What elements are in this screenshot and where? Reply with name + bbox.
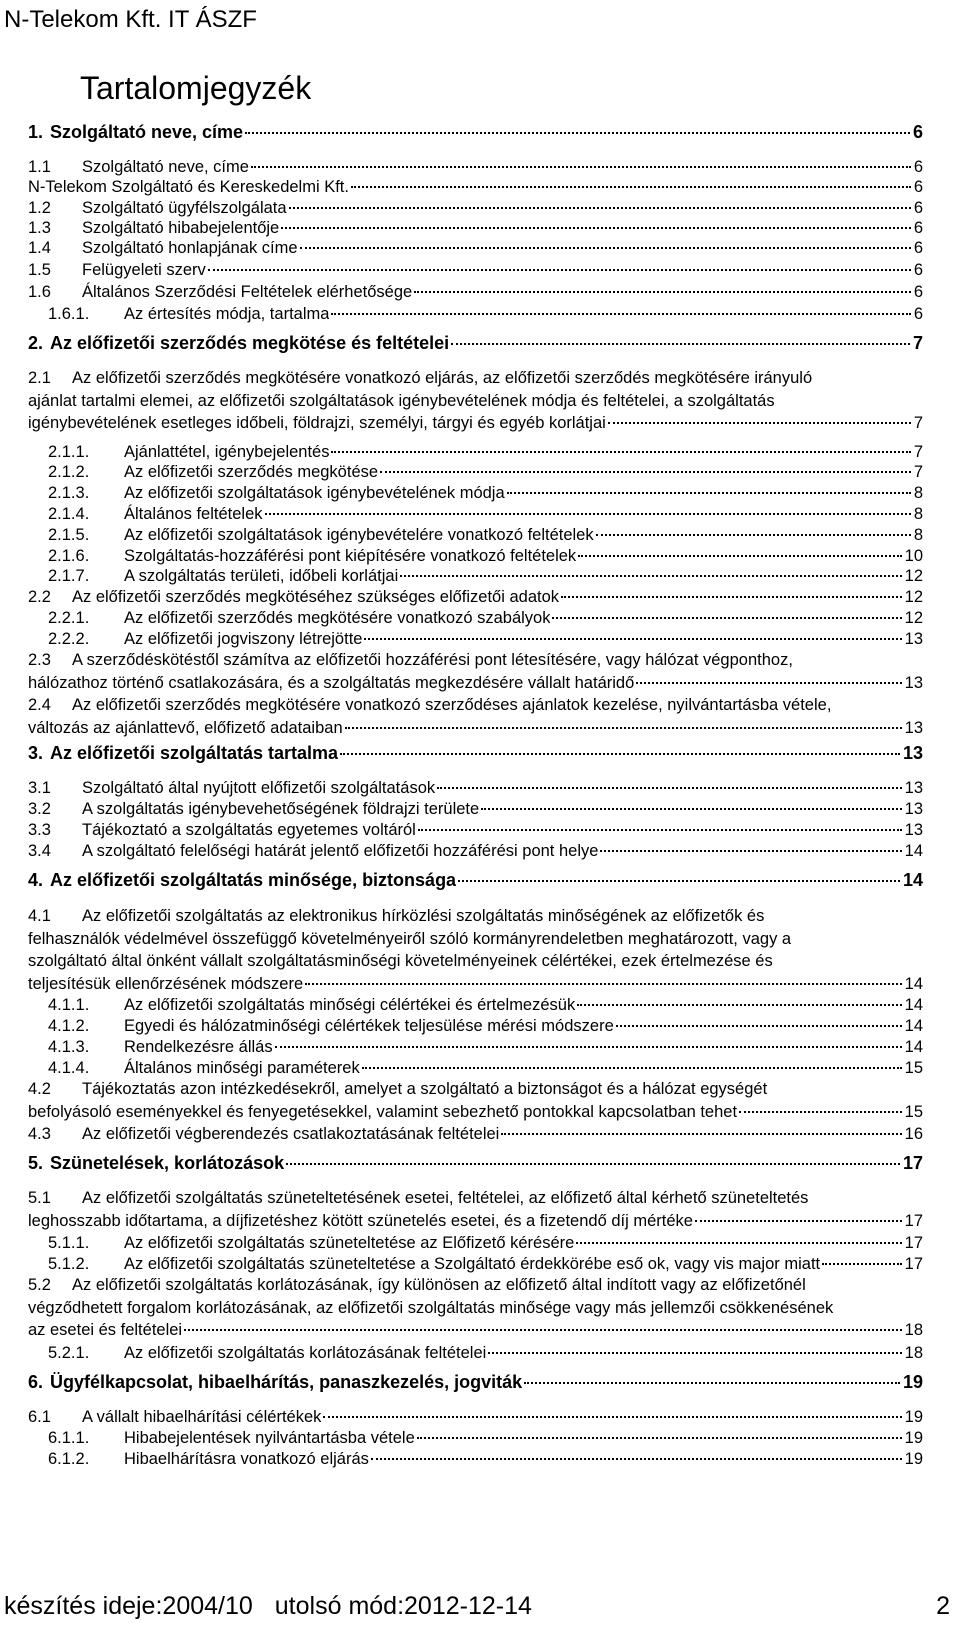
- toc-entry-text: Az előfizetői szerződés megkötésére vonatkozó szabályok: [124, 609, 551, 627]
- dot-leader: [636, 682, 901, 684]
- dot-leader: [577, 1004, 901, 1006]
- toc-entry-number: 2.1.5.: [48, 526, 90, 544]
- toc-page-number: 19: [904, 1429, 923, 1447]
- toc-entry-text: Általános feltételek: [124, 505, 263, 523]
- toc-entry[interactable]: [28, 1102, 923, 1122]
- toc-entry[interactable]: [28, 198, 923, 218]
- toc-entry-number: 4.1.1.: [48, 996, 90, 1014]
- dot-leader: [265, 513, 911, 515]
- toc-entry-number: 2.2.2.: [48, 630, 90, 648]
- toc-entry-text: Az előfizetői szolgáltatás szüneteltetése a Szolgáltató érdekkörébe eső ok, vagy vis major miatt: [124, 1255, 821, 1273]
- toc-entry-text: Az előfizetői szolgáltatás minőségi célértékei és értelmezésük: [124, 996, 576, 1014]
- toc-entry[interactable]: [48, 1233, 923, 1253]
- toc-entry[interactable]: [28, 974, 923, 994]
- toc-entry[interactable]: [48, 1058, 923, 1078]
- toc-entry-text: Tájékoztató a szolgáltatás egyetemes voltáról: [82, 821, 416, 839]
- toc-entry[interactable]: [28, 260, 923, 280]
- toc-entry-number: 5.: [28, 1153, 44, 1173]
- toc-page-number: 14: [904, 974, 923, 993]
- dot-leader: [600, 850, 901, 852]
- toc-entry[interactable]: [48, 566, 923, 586]
- dot-leader: [340, 753, 900, 755]
- dot-leader: [417, 1437, 902, 1439]
- toc-page-number: 14: [904, 842, 923, 860]
- toc-entry-number: 3.3: [28, 821, 51, 839]
- toc-entry-text: Az előfizetői szerződés megkötéséhez szükséges előfizetői adatok: [72, 588, 560, 606]
- dot-leader: [331, 451, 910, 453]
- toc-entry-text: Az előfizetői szerződés megkötése és feltételei: [50, 333, 450, 353]
- toc-entry-number: 1.1: [28, 158, 51, 176]
- toc-page-number: 6: [913, 158, 923, 176]
- dot-leader: [458, 880, 900, 882]
- toc-entry-number: 1.3: [28, 219, 51, 237]
- toc-page-number: 13: [904, 630, 923, 648]
- toc-entry-text: Szolgáltató hibabejelentője: [82, 219, 280, 237]
- toc-entry-text: Ügyfélkapcsolat, hibaelhárítás, panaszkezelés, jogviták: [50, 1372, 523, 1392]
- toc-chapter-entry[interactable]: [28, 1372, 923, 1392]
- toc-page-number: 12: [904, 567, 923, 585]
- dot-leader: [561, 596, 902, 598]
- toc-entry-number: 4.1.2.: [48, 1017, 90, 1035]
- dot-leader: [576, 1242, 901, 1244]
- toc-page-number: 7: [913, 414, 923, 432]
- dot-leader: [300, 247, 911, 249]
- dot-leader: [286, 1163, 900, 1165]
- toc-entry-number: 5.1: [28, 1189, 51, 1207]
- toc-page-number: 17: [904, 1211, 923, 1230]
- toc-entry-text: Szolgáltató neve, címe: [50, 122, 244, 142]
- toc-entry-text: leghosszabb időtartama, a díjfizetéshez kötött szünetelés esetei, és a fizetendő díj mértéke: [28, 1211, 693, 1230]
- toc-page-number: 17: [902, 1153, 923, 1173]
- toc-entry-text: N-Telekom Szolgáltató és Kereskedelmi Kft.: [28, 178, 349, 196]
- toc-entry-number: 4.3: [28, 1125, 51, 1143]
- toc-entry-text: teljesítésük ellenőrzésének módszere: [28, 974, 304, 993]
- dot-leader: [289, 207, 911, 209]
- toc-page-number: 6: [913, 239, 923, 257]
- toc-entry-number: 3.: [28, 743, 44, 763]
- dot-leader: [345, 727, 902, 729]
- toc-entry-number: 3.1: [28, 779, 51, 797]
- toc-page-number: 14: [904, 1017, 923, 1035]
- toc-chapter-entry[interactable]: [28, 870, 923, 890]
- toc-entry-number: 4.1.3.: [48, 1038, 90, 1056]
- toc-entry[interactable]: [28, 799, 923, 819]
- toc-entry-number: 2.2.1.: [48, 609, 90, 627]
- toc-page-number: 6: [913, 305, 923, 323]
- toc-entry-number: 1.: [28, 122, 44, 142]
- dot-leader: [208, 269, 911, 271]
- dot-leader: [418, 829, 902, 831]
- toc-entry-text: A vállalt hibaelhárítási célértékek: [82, 1408, 322, 1426]
- dot-leader: [507, 492, 911, 494]
- toc-entry-number: 1.4: [28, 239, 51, 257]
- toc-page-number: 8: [913, 526, 923, 544]
- toc-entry[interactable]: [48, 629, 923, 649]
- document-header: N-Telekom Kft. IT ÁSZF: [4, 6, 257, 33]
- toc-entry[interactable]: [48, 1037, 923, 1057]
- toc-entry-text: Szolgáltató ügyfélszolgálata: [82, 199, 287, 217]
- toc-entry[interactable]: [48, 525, 923, 545]
- toc-entry[interactable]: [28, 1124, 923, 1144]
- toc-entry[interactable]: [28, 282, 923, 302]
- toc-entry-text: Felügyeleti szerv: [82, 261, 206, 279]
- toc-entry[interactable]: [48, 1428, 923, 1448]
- toc-entry[interactable]: [28, 718, 923, 738]
- toc-page-number: 13: [904, 718, 923, 737]
- toc-page-number: 13: [904, 800, 923, 818]
- toc-entry-text: Hibabejelentések nyilvántartásba vétele: [124, 1429, 415, 1447]
- toc-entry-text: Az előfizetői szerződés megkötésére vonatkozó eljárás, az előfizetői szerződés megkötésére irányuló: [72, 369, 813, 387]
- toc-entry-line: [28, 650, 793, 670]
- dot-leader: [351, 186, 911, 188]
- toc-entry-text: Szolgáltató honlapjának címe: [82, 239, 298, 257]
- toc-entry-text: változás az ajánlattevő, előfizető adataiban: [28, 718, 343, 737]
- toc-entry[interactable]: [28, 238, 923, 258]
- toc-entry-line: [28, 368, 812, 388]
- dot-leader: [245, 132, 910, 134]
- toc-entry[interactable]: [48, 608, 923, 628]
- toc-entry-number: 4.: [28, 870, 44, 890]
- toc-entry[interactable]: [28, 1407, 923, 1427]
- toc-chapter-entry[interactable]: [28, 743, 923, 763]
- toc-entry-text: Szolgáltató neve, címe: [82, 158, 249, 176]
- dot-leader: [371, 1458, 902, 1460]
- dot-leader: [822, 1263, 902, 1265]
- dot-leader: [275, 1046, 902, 1048]
- toc-entry[interactable]: [28, 177, 923, 197]
- toc-entry-number: 2.1: [28, 369, 51, 387]
- toc-entry[interactable]: [48, 995, 923, 1015]
- toc-entry[interactable]: [28, 587, 923, 607]
- toc-entry-number: 1.5: [28, 261, 51, 279]
- toc-page-number: 6: [912, 122, 923, 142]
- dot-leader: [524, 1382, 900, 1384]
- toc-entry-line: [28, 1079, 767, 1099]
- toc-entry-text: hálózathoz történő csatlakozására, és a szolgáltatás megkezdésére vállalt határidő: [28, 673, 635, 692]
- footer-created: készítés ideje:2004/10: [4, 1592, 253, 1620]
- dot-leader: [323, 1416, 901, 1418]
- toc-entry-text: Rendelkezésre állás: [124, 1038, 273, 1056]
- toc-entry[interactable]: [28, 157, 923, 177]
- toc-page-number: 19: [902, 1372, 923, 1392]
- toc-entry-number: 4.2: [28, 1080, 51, 1098]
- toc-entry-text: A szolgáltató felelőségi határát jelentő előfizetői hozzáférési pont helye: [82, 842, 599, 860]
- toc-page-number: 18: [904, 1321, 923, 1339]
- toc-entry-number: 2.2: [28, 588, 51, 606]
- toc-entry-line: [28, 1188, 808, 1208]
- toc-title: Tartalomjegyzék: [80, 70, 312, 106]
- toc-entry[interactable]: [48, 483, 923, 503]
- toc-chapter-entry[interactable]: [28, 122, 923, 142]
- toc-entry-number: 2.: [28, 333, 44, 353]
- toc-entry-number: 6.1.1.: [48, 1429, 90, 1447]
- dot-leader: [400, 575, 901, 577]
- dot-leader: [414, 291, 911, 293]
- dot-leader: [608, 422, 911, 424]
- toc-page-number: 14: [904, 1038, 923, 1056]
- toc-entry-number: 6.1.2.: [48, 1450, 90, 1468]
- toc-entry-number: 2.1.7.: [48, 567, 90, 585]
- toc-entry-text: Ajánlattétel, igénybejelentés: [124, 443, 330, 461]
- toc-entry-text: Az előfizetői jogviszony létrejötte: [124, 630, 363, 648]
- toc-entry-number: 3.2: [28, 800, 51, 818]
- toc-entry-number: 4.1.4.: [48, 1059, 90, 1077]
- toc-page-number: 16: [904, 1125, 923, 1143]
- toc-entry-line: felhasználók védelmével összefüggő követelményeiről szóló kormányrendeletben meghatározott, vagy a: [28, 929, 792, 948]
- toc-entry-line: szolgáltató által önként vállalt szolgáltatásminőségi követelményeinek célértékei, ezek értelmezése és: [28, 952, 773, 970]
- toc-entry-number: 2.3: [28, 651, 51, 669]
- toc-entry[interactable]: [28, 778, 923, 798]
- toc-entry-text: Egyedi és hálózatminőségi célértékek teljesülése mérési módszere: [124, 1017, 614, 1035]
- toc-page-number: 13: [902, 743, 923, 763]
- toc-entry-text: Tájékoztatás azon intézkedésekről, amelyet a szolgáltató a biztonságot és a hálózat egységét: [82, 1080, 768, 1098]
- toc-entry-number: 1.2: [28, 199, 51, 217]
- toc-page-number: 15: [904, 1102, 923, 1121]
- toc-page-number: 14: [902, 870, 923, 890]
- toc-entry-text: Az előfizetői szolgáltatás korlátozásának feltételei: [124, 1344, 487, 1362]
- toc-entry[interactable]: [28, 1211, 923, 1231]
- toc-entry-line: végződhetett forgalom korlátozásának, az előfizetői szolgáltatás minősége vagy más jellemzői csökkenésének: [28, 1298, 834, 1317]
- toc-entry-text: Általános minőségi paraméterek: [124, 1059, 360, 1077]
- toc-entry-text: Az értesítés módja, tartalma: [124, 305, 330, 323]
- toc-entry-number: 5.2.1.: [48, 1344, 90, 1362]
- toc-entry[interactable]: [48, 462, 923, 482]
- toc-page-number: 6: [913, 261, 923, 279]
- toc-page-number: 6: [913, 219, 923, 237]
- toc-page-number: 6: [913, 283, 923, 301]
- dot-leader: [488, 1352, 901, 1354]
- toc-page-number: 13: [904, 821, 923, 839]
- toc-entry-text: igénybevételének esetleges időbeli, földrajzi, személyi, tárgyi és egyéb korlátjai: [28, 414, 606, 432]
- toc-chapter-entry[interactable]: [28, 333, 923, 353]
- toc-entry[interactable]: [48, 546, 923, 566]
- toc-page-number: 15: [904, 1059, 923, 1077]
- document-footer: [4, 1592, 950, 1621]
- dot-leader: [281, 227, 911, 229]
- toc-entry[interactable]: [48, 1254, 923, 1274]
- toc-entry-text: Az előfizetői szolgáltatás szüneteltetésének esetei, feltételei, az előfizető által kérhető szüneteltetés: [82, 1189, 809, 1207]
- toc-entry[interactable]: [28, 413, 923, 433]
- dot-leader: [739, 1111, 902, 1113]
- toc-entry-text: Hibaelhárításra vonatkozó eljárás: [124, 1450, 369, 1468]
- dot-leader: [695, 1220, 902, 1222]
- toc-entry-text: Az előfizetői szolgáltatások igénybevételére vonatkozó feltételek: [124, 526, 594, 544]
- toc-page-number: 6: [913, 199, 923, 217]
- footer-modified: utolsó mód:2012-12-14: [274, 1592, 532, 1620]
- dot-leader: [578, 555, 901, 557]
- dot-leader: [552, 617, 901, 619]
- dot-leader: [596, 534, 911, 536]
- dot-leader: [362, 1067, 902, 1069]
- toc-page-number: 17: [904, 1234, 923, 1252]
- dot-leader: [184, 1329, 902, 1331]
- toc-entry-text: az esetei és feltételei: [28, 1321, 183, 1339]
- toc-entry-line: [28, 695, 831, 715]
- toc-chapter-entry[interactable]: [28, 1153, 923, 1173]
- dot-leader: [305, 983, 901, 985]
- toc-page-number: 6: [913, 178, 923, 196]
- toc-page-number: 13: [904, 673, 923, 692]
- toc-entry-text: Az előfizetői szolgáltatás szüneteltetése az Előfizető kérésére: [124, 1234, 575, 1252]
- toc-entry-number: 2.4: [28, 696, 51, 714]
- toc-entry[interactable]: [28, 820, 923, 840]
- toc-entry[interactable]: [48, 504, 923, 524]
- toc-entry-line: [28, 906, 764, 926]
- toc-entry-text: Az előfizetői szolgáltatás korlátozásának, így különösen az előfizető által indított vagy az előfizetőnél: [72, 1276, 806, 1294]
- toc-entry-text: Általános Szerződési Feltételek elérhetősége: [82, 283, 413, 301]
- toc-page-number: 19: [904, 1408, 923, 1426]
- dot-leader: [331, 313, 910, 315]
- dot-leader: [380, 471, 911, 473]
- toc-page-number: 13: [904, 779, 923, 797]
- toc-page-number: 18: [904, 1344, 923, 1362]
- toc-entry[interactable]: [48, 1343, 923, 1363]
- toc-entry-text: A szolgáltatás területi, időbeli korlátjai: [124, 567, 399, 585]
- toc-entry-text: Az előfizetői szolgáltatás minősége, biztonsága: [50, 870, 457, 890]
- toc-page-number: 12: [904, 588, 923, 606]
- toc-page-number: 14: [904, 996, 923, 1014]
- toc-entry-number: 2.1.6.: [48, 547, 90, 565]
- dot-leader: [481, 808, 901, 810]
- dot-leader: [501, 1133, 901, 1135]
- toc-entry-text: befolyásoló eseményekkel és fenyegetésekkel, valamint sebezhető pontokkal kapcsolatban tehet: [28, 1102, 738, 1121]
- toc-entry[interactable]: [28, 673, 923, 693]
- toc-entry-text: Szünetelések, korlátozások: [50, 1153, 285, 1173]
- toc-entry-text: Az előfizetői szolgáltatás tartalma: [50, 743, 339, 763]
- toc-entry-text: A szerződéskötéstől számítva az előfizetői hozzáférési pont létesítésére, vagy hálózat végponthoz,: [72, 651, 793, 669]
- toc-entry-number: 4.1: [28, 907, 51, 925]
- dot-leader: [437, 787, 902, 789]
- toc-entry[interactable]: [48, 1449, 923, 1469]
- toc-entry-number: 5.2: [28, 1276, 51, 1294]
- toc-entry[interactable]: [48, 1016, 923, 1036]
- toc-page-number: 7: [913, 463, 923, 481]
- toc-entry-text: A szolgáltatás igénybevehetőségének földrajzi területe: [82, 800, 480, 818]
- toc-entry-number: 2.1.3.: [48, 484, 90, 502]
- toc-page-number: 17: [904, 1255, 923, 1273]
- dot-leader: [251, 166, 911, 168]
- toc-entry-text: Szolgáltatás-hozzáférési pont kiépítésére vonatkozó feltételek: [124, 547, 577, 565]
- toc-entry-number: 6.1: [28, 1408, 51, 1426]
- toc-entry[interactable]: [28, 218, 923, 238]
- toc-entry[interactable]: [28, 1320, 923, 1340]
- dot-leader: [451, 343, 910, 345]
- toc-entry-text: Szolgáltató által nyújtott előfizetői szolgáltatások: [82, 779, 436, 797]
- dot-leader: [364, 638, 901, 640]
- dot-leader: [616, 1025, 902, 1027]
- toc-entry[interactable]: [28, 841, 923, 861]
- toc-page-number: 8: [913, 484, 923, 502]
- toc-page-number: 7: [912, 333, 923, 353]
- toc-page-number: 8: [913, 505, 923, 523]
- toc-entry-number: 2.1.2.: [48, 463, 90, 481]
- toc-entry-text: Az előfizetői végberendezés csatlakoztatásának feltételei: [82, 1125, 500, 1143]
- toc-entry-text: Az előfizetői szolgáltatások igénybevételének módja: [124, 484, 505, 502]
- toc-entry-text: Az előfizetői szerződés megkötésére vonatkozó szerződéses ajánlatok kezelése, nyilvántartásba vétele,: [72, 696, 832, 714]
- toc-entry-number: 1.6.1.: [48, 305, 90, 323]
- toc-entry[interactable]: [48, 304, 923, 324]
- toc-page-number: 12: [904, 609, 923, 627]
- toc-page-number: 19: [904, 1450, 923, 1468]
- toc-entry-number: 5.1.1.: [48, 1234, 90, 1252]
- toc-entry-number: 6.: [28, 1372, 44, 1392]
- toc-entry-number: 5.1.2.: [48, 1255, 90, 1273]
- toc-entry-number: 2.1.1.: [48, 443, 90, 461]
- toc-page-number: 10: [904, 547, 923, 565]
- toc-entry-text: Az előfizetői szolgáltatás az elektronikus hírközlési szolgáltatás minőségének az előfizetők és: [82, 907, 765, 925]
- toc-entry-text: Az előfizetői szerződés megkötése: [124, 463, 379, 481]
- toc-entry-line: ajánlat tartalmi elemei, az előfizetői szolgáltatások igénybevételének módja és feltételei, a szolgáltatás: [28, 391, 775, 410]
- toc-page-number: 7: [913, 443, 923, 461]
- toc-entry-line: [28, 1275, 806, 1295]
- footer-page-number: 2: [936, 1592, 950, 1620]
- toc-entry-number: 2.1.4.: [48, 505, 90, 523]
- toc-entry-number: 3.4: [28, 842, 51, 860]
- toc-entry-number: 1.6: [28, 283, 51, 301]
- toc-entry[interactable]: [48, 442, 923, 462]
